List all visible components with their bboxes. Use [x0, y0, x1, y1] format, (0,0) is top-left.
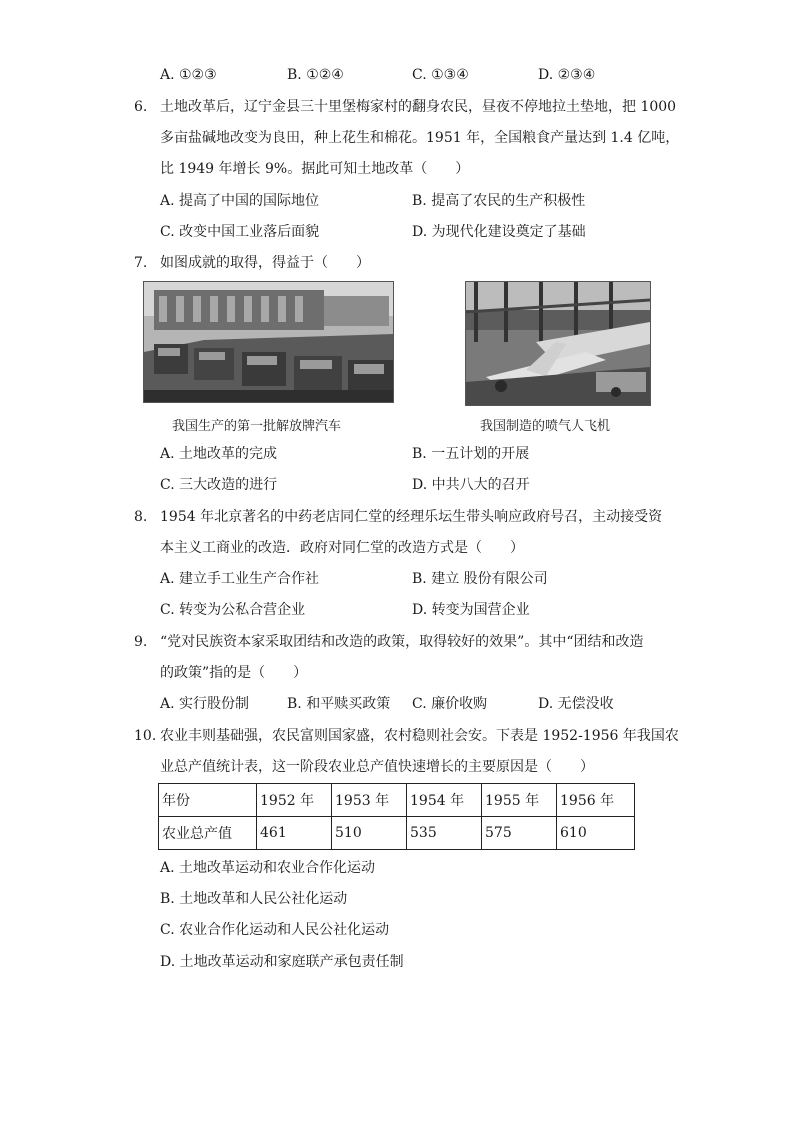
trucks-caption: 我国生产的第一批解放牌汽车: [172, 419, 342, 434]
q7-stem: 如图成就的取得，得益于（ ）: [160, 255, 370, 271]
q6-stem-line-2: 多亩盐碱地改变为良田，种上花生和棉花。1951 年，全国粮食产量达到 1.4 亿吨，: [160, 130, 680, 146]
jiefang-trucks-photo: [143, 281, 394, 403]
table-cell: 1955 年: [482, 784, 557, 817]
table-cell: 535: [407, 817, 482, 850]
q8-stem-line-1: 1954 年北京著名的中药老店同仁堂的经理乐坛生带头响应政府号召，主动接受资: [160, 509, 663, 525]
q10-option-b: B. 土地改革和人民公社化运动: [160, 891, 348, 907]
q6-option-a: A. 提高了中国的国际地位: [160, 193, 320, 209]
table-cell: 1954 年: [407, 784, 482, 817]
q8-option-c: C. 转变为公私合营企业: [160, 602, 306, 618]
q8-option-d: D. 转变为国营企业: [412, 602, 530, 618]
table-cell: 1952 年: [257, 784, 332, 817]
q7-number: 7.: [134, 255, 148, 271]
table-cell: 461: [257, 817, 332, 850]
q6-number: 6.: [134, 99, 148, 115]
q10-stem-line-1: 农业丰则基础强，农民富则国家盛，农村稳则社会安。下表是 1952-1956 年我国农: [160, 728, 679, 744]
jet-aircraft-photo: [465, 281, 651, 406]
agriculture-output-table: [158, 783, 635, 850]
jet-caption: 我国制造的喷气人飞机: [480, 419, 611, 434]
table-header-row: [159, 784, 635, 817]
table-cell: 年份: [159, 784, 257, 817]
table-cell: 575: [482, 817, 557, 850]
q6-stem-line-3: 比 1949 年增长 9%。据此可知土地改革（ ）: [160, 161, 470, 177]
q6-stem-line-1: 土地改革后，辽宁金县三十里堡梅家村的翻身农民，昼夜不停地拉土垫地，把 1000: [160, 99, 677, 115]
q8-number: 8.: [134, 509, 148, 525]
q9-option-d: D. 无偿没收: [538, 696, 614, 712]
q7-option-c: C. 三大改造的进行: [160, 477, 278, 493]
q7-option-a: A. 土地改革的完成: [160, 446, 278, 462]
q5-option-b: B. ①②④: [287, 67, 344, 83]
table-cell: 1953 年: [332, 784, 407, 817]
q9-number: 9.: [134, 634, 148, 650]
q8-stem-line-2: 本主义工商业的改造．政府对同仁堂的改造方式是（ ）: [160, 540, 524, 556]
q8-option-b: B. 建立 股份有限公司: [412, 571, 548, 587]
table-cell: 1956 年: [557, 784, 635, 817]
q10-option-a: A. 土地改革运动和农业合作化运动: [160, 860, 376, 876]
q6-option-d: D. 为现代化建设奠定了基础: [412, 224, 586, 240]
q10-number: 10.: [134, 728, 157, 744]
q5-option-a: A. ①②③: [160, 67, 217, 83]
q7-option-b: B. 一五计划的开展: [412, 446, 530, 462]
q9-stem-line-1: “党对民族资本家采取团结和改造的政策，取得较好的效果”。其中“团结和改造: [160, 634, 644, 650]
table-cell: 农业总产值: [159, 817, 257, 850]
q10-option-c: C. 农业合作化运动和人民公社化运动: [160, 922, 390, 938]
table-cell: 610: [557, 817, 635, 850]
q6-option-c: C. 改变中国工业落后面貌: [160, 224, 320, 240]
q9-option-c: C. 廉价收购: [412, 696, 488, 712]
q9-option-b: B. 和平赎买政策: [287, 696, 391, 712]
q8-option-a: A. 建立手工业生产合作社: [160, 571, 320, 587]
q9-stem-line-2: 的政策”指的是（ ）: [160, 665, 308, 681]
q5-option-d: D. ②③④: [538, 67, 596, 83]
q9-option-a: A. 实行股份制: [160, 696, 250, 712]
q7-option-d: D. 中共八大的召开: [412, 477, 530, 493]
q10-stem-line-2: 业总产值统计表，这一阶段农业总产值快速增长的主要原因是（ ）: [160, 759, 594, 775]
q6-option-b: B. 提高了农民的生产积极性: [412, 193, 586, 209]
table-row: [159, 817, 635, 850]
q10-option-d: D. 土地改革运动和家庭联产承包责任制: [160, 954, 404, 970]
table-cell: 510: [332, 817, 407, 850]
q5-option-c: C. ①③④: [412, 67, 469, 83]
